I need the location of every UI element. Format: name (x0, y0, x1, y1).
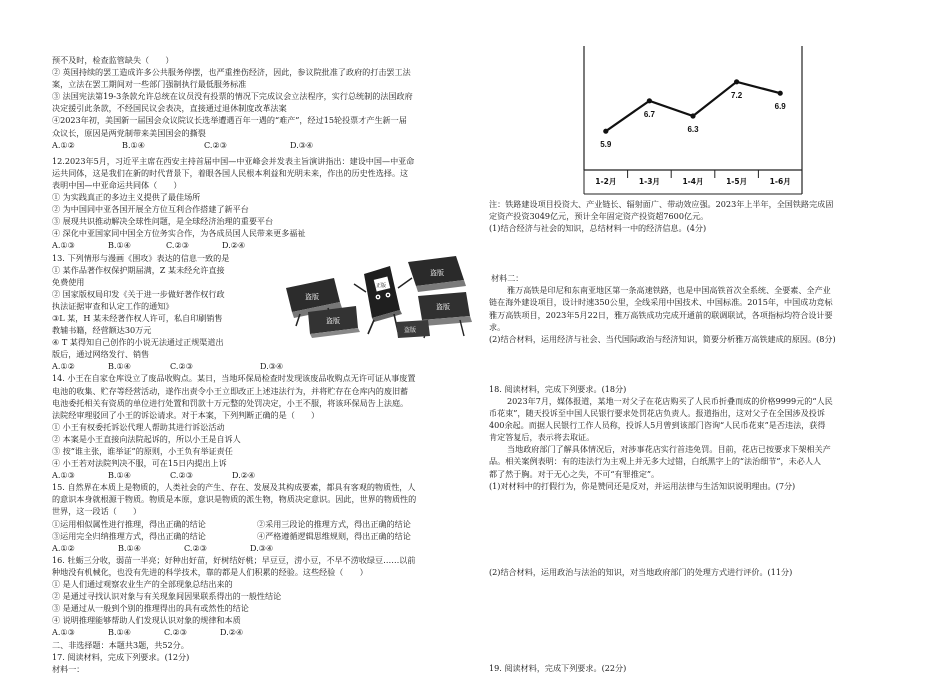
text-line: ① 是人们通过观察农业生产的全部现象总结出来的 (52, 579, 233, 590)
svg-text:盗版: 盗版 (436, 302, 450, 311)
x-tick-label: 1-5月 (726, 177, 748, 186)
svg-text:盗版: 盗版 (430, 268, 444, 277)
data-label: 7.2 (731, 90, 743, 100)
text-line: 13. 下列情形与漫画《围攻》表达的信息一致的是 (52, 252, 230, 263)
text-line: 免费使用 (52, 276, 85, 287)
text-line: ③ 展现共识推动解决全球性问题，是全球经济治理的重要平台 (52, 216, 274, 227)
text-line: 电池的收集、贮存等经营活动，遂作出责令小王立即改正上述违法行为，并将贮存在仓库内的废旧蓄 (52, 385, 409, 396)
text-line: ① 某作品著作权保护期届满，Z 某未经允许直接 (52, 264, 225, 275)
option-c: C.②③ (164, 627, 187, 638)
question-18-2: (2)结合材料，运用政治与法治的知识，对当地政府部门的处理方式进行评价。(11分) (489, 566, 793, 577)
text-line: 14. 小王在自家仓库设立了废品收购点。某日，当地环保局检查时发现该废品收购点无许可证从事废置 (52, 373, 416, 384)
text-line: ④ T 某得知自己创作的小说无法通过正规渠道出 (52, 337, 224, 348)
text-line: 2023年7月，媒体报道，某地一对父子在花店购买了人民币折叠而成的价格9999元的“人民 (507, 395, 833, 406)
text-line: ② 为中国同中亚各国开展全方位互利合作搭建了新平台 (52, 204, 249, 215)
material-label: 材料一： (52, 663, 85, 674)
text-line: 电池委托相关有资质的单位进行处置和罚款十万元整的处罚决定，小王不服，将该环保局告上法庭。 (52, 397, 409, 408)
text-line: ③ 是通过从一般到个别的推理得出的具有或然性的结论 (52, 603, 249, 614)
text-line: 肯定答复后，表示将去取证。 (489, 432, 595, 443)
options-row (52, 542, 480, 554)
text-line: 16. 牡蛎三分收，弱苗一半亮；好种出好苗，好树结好桃；早豆豆，涝小豆，不早不涝收绿豆……以前 (52, 554, 416, 565)
text-line: ② 本案是小王直接向法院起诉的，所以小王是自诉人 (52, 433, 241, 444)
question-17-1: (1)结合经济与社会的知识，总结材料一中的经济信息。(4分) (489, 223, 707, 234)
options-row (52, 626, 480, 638)
x-tick-label: 1-4月 (682, 177, 704, 186)
question-16 (52, 554, 480, 639)
data-label: 6.7 (643, 109, 655, 119)
text-line: 400余起。而据人民银行工作人员称，投诉人5月曾到该部门咨询“人民币花束”是否违法，获得 (489, 420, 826, 431)
book-icon (396, 320, 430, 338)
option-d: D.③④ (260, 361, 284, 372)
option-a: A.①③ (52, 240, 75, 251)
svg-text:盗版: 盗版 (326, 316, 340, 325)
text-line: 法院经审理驳回了小王的诉讼请求。对于本案，下列判断正确的是（ ） (52, 409, 320, 420)
chart-note-line: 注：铁路建设项目投资大、产业链长、辐射面广、带动效应强。2023年上半年，全国铁路完成固 (489, 199, 834, 209)
intro-block (52, 54, 480, 151)
statement: ③运用完全归纳推理方式，得出正确的结论 (52, 530, 206, 541)
question-17-title: 17. 阅读材料，完成下列要求。(12分) (52, 651, 190, 662)
data-label: 6.3 (687, 125, 699, 134)
book-icon (408, 256, 466, 292)
option-a: A.①③ (52, 627, 75, 638)
x-tick-label: 1-6月 (769, 177, 791, 186)
text-line: 都了然于胸。对于无心之失，不可“有罪推定”。 (489, 468, 660, 479)
text-line: 预不及时，检查监管缺失（ ） (52, 55, 174, 65)
option-b: B.①④ (108, 470, 132, 481)
text-line: 教辅书籍，经营额达30万元 (52, 325, 152, 336)
option-c: C.②③ (204, 139, 227, 150)
text-line: 品。相关案例表明：有的违法行为主观上并无多大过错，白纸黑字上的“法治细节”，未必人人 (489, 456, 822, 467)
text-line: ③ 按“谁主张，谁举证”的原则，小王负有举证责任 (52, 446, 233, 456)
option-d: D.②④ (220, 627, 244, 638)
text-line: 12.2023年5月，习近平主席在西安主持首届中国—中亚峰会并发表主旨演讲指出：建设中国—中亚命 (52, 155, 415, 166)
question-18-title: 18. 阅读材料，完成下列要求。(18分) (489, 383, 627, 394)
option-c: C.②③ (184, 542, 207, 553)
material-label: 材料二： (491, 273, 524, 284)
option-b: B.①④ (118, 542, 142, 553)
chart-note-line: 定资产投资3049亿元，预计全年固定资产投资超7600亿元。 (489, 211, 709, 222)
right-column (489, 0, 901, 674)
option-a: A.①② (52, 139, 75, 150)
text-line: ④ 深化中亚国家同中国全方位务实合作，为各成员国人民带来更多福祉 (52, 228, 306, 239)
text-line: 15. 自然界在本质上是物质的，人类社会的产生、存在、发展及其构成要素，都具有客观的物质性，人 (52, 482, 416, 493)
x-tick-label: 1-2月 (595, 177, 617, 186)
option-c: C.②③ (166, 240, 189, 251)
text-line: 版后，通过网络发行、销售 (52, 349, 150, 360)
text-line: 当地政府部门了解具体情况后，对涉事花店实行首违免罚。目前，花店已按要求下架相关产 (507, 444, 831, 455)
text-line: ② 是通过寻找认识对象与有关现象间因果联系得出的一般性结论 (52, 591, 282, 602)
option-d: D.③④ (290, 139, 314, 150)
statement: ①运用相似属性进行推理，得出正确的结论 (52, 518, 206, 529)
text-line: ① 小王有权委托诉讼代理人帮助其进行诉讼活动 (52, 421, 225, 432)
question-13 (52, 252, 480, 373)
text-line: ③ 法国宪法第19-3条款允许总统在议员没有投票的情况下完成议会立法程序，实行总统制的法国政府 (52, 91, 413, 102)
text-line: 链在海外建设项目，设计时速350公里，全线采用中国技术、中国标准。2015年，中国成功竞标 (489, 297, 833, 308)
text-line: 众议长，原因是两党制带来美国国会的撕裂 (52, 127, 206, 138)
option-d: D.②④ (232, 470, 256, 481)
left-column (52, 0, 480, 675)
question-17-2: (2)结合材料，运用经济与社会、当代国际政治与经济知识，简要分析雅万高铁建成的原因。(8分) (489, 333, 836, 344)
question-18-1: (1)对材料中的打假行为，你是赞同还是反对，并运用法律与生活知识说明理由。(7分) (489, 480, 796, 491)
text-line: ② 国家版权局印发《关于进一步做好著作权行政 (52, 288, 225, 299)
options-row (52, 469, 480, 481)
text-line: 运共同体，这是我们在新的时代背景下，着眼各国人民根本利益和光明未来，作出的历史性选择。这 (52, 167, 409, 178)
svg-text:盗版: 盗版 (404, 326, 417, 334)
statement-pair (52, 518, 480, 530)
text-line: ④ 小王若对法院判决不服，可在15日内提出上诉 (52, 458, 227, 469)
text-line: 世界，这一段话（ ） (52, 506, 142, 517)
option-b: B.①④ (108, 627, 132, 638)
option-a: A.①② (52, 361, 75, 372)
text-line: ④2023年初，美国新一届国会众议院议长选举遭遇百年一遇的“难产”，经过15轮投票才产生新一届 (52, 115, 407, 126)
text-line: 雅万高铁项目，2023年5月22日，雅万高铁成功完成开通前的联调联试，各项指标均符合设计要 (489, 309, 833, 320)
text-line: 币花束”，随天投诉至中国人民银行要求处罚花店负责人。报道指出，这对父子在全国涉及投诉 (489, 408, 825, 419)
option-b: B.①④ (108, 240, 132, 251)
section-heading: 二、非选择题：本题共3题，共52分。 (52, 639, 189, 650)
options-row (52, 360, 480, 372)
svg-text:盗版: 盗版 (305, 292, 319, 301)
question-12 (52, 155, 480, 252)
option-a: A.①③ (52, 470, 75, 481)
text-line: 的意识本身就根源于物质。物质是本原，意识是物质的派生物，物质决定意识。因此，世界的物质性的 (52, 494, 417, 505)
text-line: 种地没有机械化，也没有先进的科学技术，靠的都是人们积累的经验。这些经验（ ） (52, 566, 368, 577)
text-line: ④ 说明推理能够帮助人们发现认识对象的规律和本质 (52, 615, 241, 626)
question-19-title: 19. 阅读材料，完成下列要求。(22分) (489, 662, 627, 673)
option-a: A.①② (52, 542, 75, 553)
options-row (52, 239, 480, 251)
options-row (52, 139, 480, 151)
x-tick-label: 1-3月 (638, 177, 660, 186)
text-line: 决定援引此条款，不经国民议会表决，直接通过退休制度改革法案 (52, 103, 287, 114)
text-line: 执法证据审查和认定工作的通知》 (52, 300, 174, 311)
statement: ②采用三段论的推理方式，得出正确的结论 (257, 518, 411, 529)
text-line: ② 英国持续的罢工造成许多公共服务停摆，也严重挫伤经济，因此，参议院批准了政府的打击罢工法 (52, 67, 411, 78)
data-label: 6.9 (774, 102, 786, 112)
svg-text:正版: 正版 (376, 282, 387, 289)
text-line: 求。 (489, 321, 506, 332)
text-line: ① 为实践真正的多边主义提供了最佳场所 (52, 192, 201, 203)
option-b: B.①④ (122, 139, 146, 150)
cartoon-siege-image (278, 252, 474, 340)
option-d: D.③④ (250, 542, 274, 553)
question-15 (52, 481, 480, 554)
option-c: C.②③ (170, 361, 193, 372)
statement: ④严格遵循逻辑思维规则，得出正确的结论 (257, 530, 411, 541)
text-line: 雅万高铁是印尼和东南亚地区第一条高速铁路，也是中国高铁首次全系统、全要素、全产业 (507, 285, 831, 296)
data-label: 5.9 (600, 140, 612, 150)
option-b: B.①④ (108, 361, 132, 372)
option-c: C.②③ (170, 470, 193, 481)
text-line: 表明中国—中亚命运共同体（ ） (52, 179, 182, 190)
question-14 (52, 372, 480, 481)
text-line: ③L 某，H 某未经著作权人许可，私自印刷销售 (52, 312, 223, 323)
text-line: 案，立法在罢工期间对一些部门强制执行最低服务标准 (52, 79, 247, 90)
option-d: D.②④ (222, 240, 246, 251)
statement-pair (52, 530, 480, 542)
